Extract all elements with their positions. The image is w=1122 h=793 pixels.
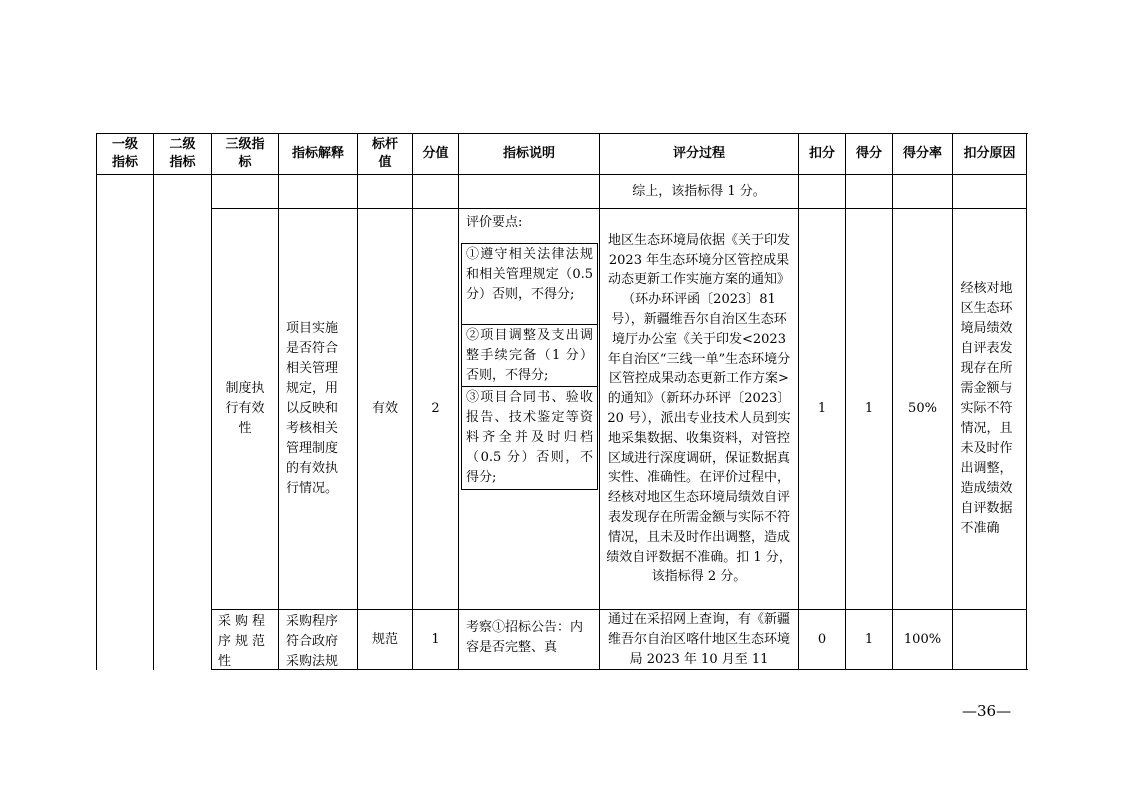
row1-note-item-3: ③项目合同书、验收报告、技术鉴定等资料齐全并及时归档（0.5 分）否则，不得分; — [461, 386, 598, 490]
row0-explain — [279, 175, 358, 209]
row2-deduct: 0 — [799, 610, 846, 670]
header-process: 评分过程 — [600, 134, 799, 175]
row0-score-value — [413, 175, 459, 209]
row2-level3: 采购程序规范性 — [212, 610, 279, 670]
header-score-value: 分值 — [413, 134, 459, 175]
header-explain: 指标解释 — [279, 134, 358, 175]
level2-cell — [154, 175, 212, 670]
row2-bottom-rule — [212, 669, 1028, 670]
row1-level3: 制度执行有效性 — [212, 209, 279, 610]
row0-process: 综上，该指标得 1 分。 — [600, 175, 799, 209]
row1-process: 地区生态环境局依据《关于印发 2023 年生态环境分区管控成果动态更新工作实施方案的通知》（环办环评函〔2023〕81 号），新疆维吾尔自治区生态环境厅办公室《关于印发<2023 年自治区“三线一单”生态环境分区管控成果动态更新工作方案>的通知》（新环办环评〔2023〕20 号），派出专业技术人员到实地采集数据、收集资料，对管控区域进行深度调研，保证数据真实性、准确性。在评价过程中，经核对地区生态环境局绩效自评表发现存在所需金额与实际不符情况，且未及时作出调整，造成绩效自评数据不准确。扣 1 分，该指标得 2 分。 — [600, 209, 799, 610]
row0-deduct — [799, 175, 846, 209]
row2-explain: 采购程序符合政府采购法规 — [279, 610, 358, 670]
row2-benchmark: 规范 — [358, 610, 413, 670]
header-rate: 得分率 — [893, 134, 953, 175]
row1-reason: 经核对地区生态环境局绩效自评表发现存在所需金额与实际不符情况，且未及时作出调整，造成绩效自评数据不准确 — [953, 209, 1027, 610]
header-reason: 扣分原因 — [953, 134, 1027, 175]
row1-explain: 项目实施是否符合相关管理规定，用以反映和考核相关管理制度的有效执行情况。 — [279, 209, 358, 610]
header-got: 得分 — [846, 134, 893, 175]
header-level3: 三级指标 — [212, 134, 279, 175]
row1-rate: 50% — [893, 209, 953, 610]
row1-note-title: 评价要点: — [466, 215, 523, 230]
row0-reason — [953, 175, 1027, 209]
header-level1: 一级指标 — [97, 134, 154, 175]
row2-got: 1 — [846, 610, 893, 670]
row2-process: 通过在采招网上查询，有《新疆维吾尔自治区喀什地区生态环境局 2023 年 10 月至 11 — [600, 610, 799, 670]
row2-score-value: 1 — [413, 610, 459, 670]
row1-got: 1 — [846, 209, 893, 610]
row0-got — [846, 175, 893, 209]
row0-benchmark — [358, 175, 413, 209]
row2-rate: 100% — [893, 610, 953, 670]
row0-level3 — [212, 175, 279, 209]
row1-benchmark: 有效 — [358, 209, 413, 610]
header-deduct: 扣分 — [799, 134, 846, 175]
header-benchmark: 标杆值 — [358, 134, 413, 175]
row0-rate — [893, 175, 953, 209]
row1-deduct: 1 — [799, 209, 846, 610]
row2-note: 考察①招标公告：内容是否完整、真 — [459, 610, 600, 670]
header-level2: 二级指标 — [154, 134, 212, 175]
level1-cell — [97, 175, 154, 670]
header-note: 指标说明 — [459, 134, 600, 175]
row1-score-value: 2 — [413, 209, 459, 610]
row1-note-item-2: ②项目调整及支出调整手续完备（1 分）否则，不得分; — [461, 324, 598, 387]
row0-note — [459, 175, 600, 209]
row1-note-item-1: ①遵守相关法律法规和相关管理规定（0.5 分）否则，不得分; — [461, 243, 598, 325]
page-number: —36— — [962, 702, 1012, 720]
row2-reason — [953, 610, 1027, 670]
